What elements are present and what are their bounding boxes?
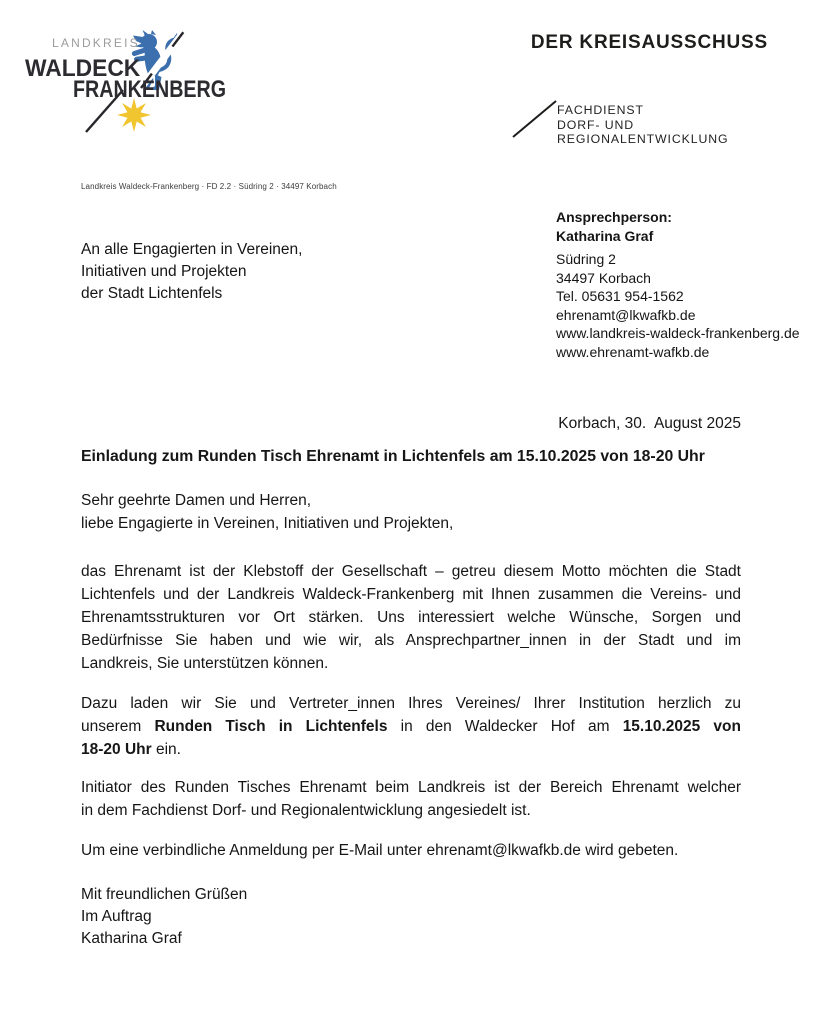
logo-text-waldeck: WALDECK [25,55,141,82]
paragraph-4 [81,839,741,862]
department-block [505,95,765,151]
contact-email: ehrenamt@lkwafkb.de [556,306,696,323]
contact-phone: Tel. 05631 954-1562 [556,288,684,304]
contact-street: Südring 2 [556,251,616,267]
contact-website-2: www.ehrenamt-wafkb.de [556,343,710,360]
contact-city: 34497 Korbach [556,269,651,286]
body-line: in dem Fachdienst Dorf- und Regionalentwicklung angesiedelt ist. [81,802,531,819]
body-line: Ehrenamtsstrukturen vor Ort stärken. Uns interessiert welche Wünsche, Sorgen und [81,609,741,626]
subject-line: Einladung zum Runden Tisch Ehrenamt in Lichtenfels am 15.10.2025 von 18-20 Uhr [81,448,705,465]
closing-block [81,884,741,950]
date-line: Korbach, 30. August 2025 [558,415,741,432]
body-line: Lichtenfels und der Landkreis Waldeck-Frankenberg mit Ihnen zusammen die Vereins- und [81,586,741,603]
body-line: Initiator des Runden Tisches Ehrenamt beim Landkreis ist der Bereich Ehrenamt welcher [81,779,741,796]
highlight-event-date: 15.10.2025 von [622,718,741,735]
body-line [81,738,741,761]
contact-block [556,208,826,361]
paragraph-1 [81,560,741,675]
highlight-event-name: Runden Tisch in Lichtenfels [154,718,388,735]
contact-website-1: www.landkreis-waldeck-frankenberg.de [556,325,800,341]
logo-text-landkreis: LANDKREIS [52,36,140,50]
body-line: Dazu laden wir Sie und Vertreter_innen Ihres Vereines/ Ihrer Institution herzlich zu [81,695,741,712]
department-line-2: DORF- UND [557,117,635,132]
sender-return-address: Landkreis Waldeck-Frankenberg · FD 2.2 · Südring 2 · 34497 Korbach [81,182,337,191]
recipient-line: der Stadt Lichtenfels [81,285,223,302]
letter-body [81,413,741,950]
body-text: in den Waldecker Hof am [387,718,623,735]
body-line: Bedürfnisse Sie haben und wie wir, als Ansprechpartner_innen in der Stadt und im [81,632,741,649]
header-title: DER KREISAUSSCHUSS [530,32,768,53]
department-slash-icon [505,95,565,143]
highlight-event-time: 18-20 Uhr [81,741,152,758]
recipient-address [81,239,302,305]
landkreis-logo [25,28,235,146]
paragraph-2 [81,692,741,761]
body-line [81,715,741,738]
closing-line: Im Auftrag [81,908,152,925]
salutation [81,490,741,535]
contact-name: Katharina Graf [556,227,654,244]
recipient-line: An alle Engagierten in Vereinen, [81,241,303,258]
closing-line: Mit freundlichen Grüßen [81,886,248,903]
recipient-line: Initiativen und Projekten [81,263,247,280]
body-text: unserem [81,718,155,735]
salutation-line: Sehr geehrte Damen und Herren, [81,492,312,509]
contact-label: Ansprechperson: [556,209,672,225]
body-line: Um eine verbindliche Anmeldung per E-Mail unter ehrenamt@lkwafkb.de wird gebeten. [81,842,679,859]
salutation-line: liebe Engagierte in Vereinen, Initiativen und Projekten, [81,514,454,532]
body-line: das Ehrenamt ist der Klebstoff der Gesellschaft – getreu diesem Motto möchten die Stadt [81,563,741,580]
logo-text-frankenberg: FRANKENBERG [73,76,227,103]
department-line-1: FACHDIENST [557,103,644,117]
paragraph-3 [81,776,741,822]
body-text: ein. [151,741,181,758]
closing-signature-name: Katharina Graf [81,930,182,947]
body-line: Landkreis, Sie unterstützen können. [81,655,329,672]
department-line-3: REGIONALENTWICKLUNG [557,132,729,146]
